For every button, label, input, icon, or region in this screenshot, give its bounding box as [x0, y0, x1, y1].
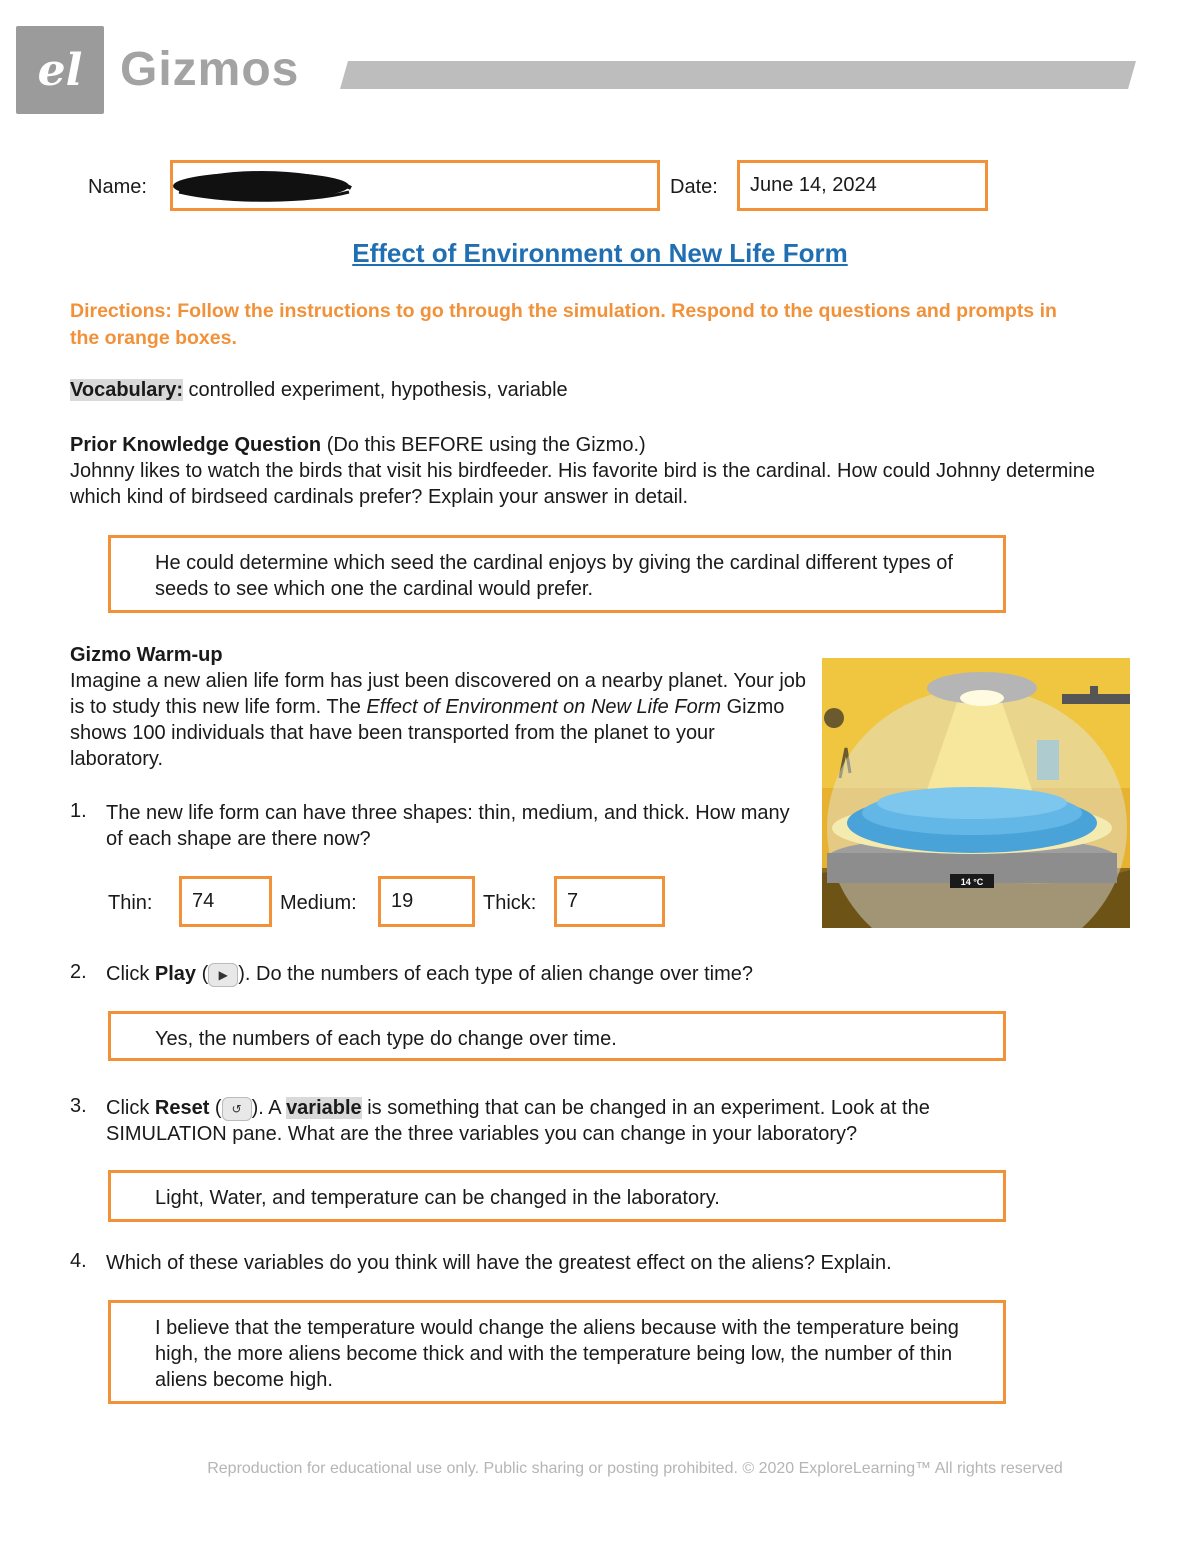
- warmup-intro-part2: Gizmo shows 100 individuals that have been transported from the planet to your laboratory.: [70, 696, 785, 770]
- q4-answer: I believe that the temperature would change the aliens because with the temperature being high, the more aliens become thick and with the temperature being low, the number of thin aliens become high.: [155, 1317, 959, 1391]
- medium-label: Medium:: [280, 892, 357, 914]
- q3-mid: (: [209, 1097, 222, 1119]
- date-field[interactable]: [737, 160, 988, 211]
- temperature-display: 14 °C: [960, 877, 984, 887]
- gizmo-simulation-image: [822, 658, 1130, 928]
- date-value: June 14, 2024: [750, 174, 877, 196]
- warmup-section: [70, 642, 810, 772]
- thin-value: 74: [192, 890, 215, 912]
- q4-text: Which of these variables do you think will have the greatest effect on the aliens? Explain.: [106, 1252, 892, 1274]
- q3-reset-word: Reset: [154, 1097, 210, 1119]
- vocabulary-terms: controlled experiment, hypothesis, variable: [183, 379, 568, 401]
- thick-input[interactable]: [554, 876, 665, 927]
- q2-answer-box[interactable]: [108, 1011, 1006, 1061]
- play-icon[interactable]: ▶: [208, 963, 238, 987]
- gizmo-name: Effect of Environment on New Life Form: [366, 696, 722, 718]
- vocabulary: [70, 377, 568, 403]
- prior-knowledge-section: [70, 432, 1110, 510]
- thin-label: Thin:: [108, 892, 153, 914]
- reset-icon[interactable]: ↺: [222, 1097, 252, 1121]
- q2-pre: Click: [106, 963, 155, 985]
- prior-knowledge-question: Johnny likes to watch the birds that visit his birdfeeder. His favorite bird is the cardinal. How could Johnny determine which kind of birdseed cardinals prefer? Explain your answer in detail.: [70, 460, 1095, 508]
- q3-answer: Light, Water, and temperature can be changed in the laboratory.: [155, 1187, 720, 1209]
- q2-number: 2.: [70, 961, 87, 983]
- q2-text: [106, 961, 1006, 987]
- q3-number: 3.: [70, 1095, 87, 1117]
- thick-value: 7: [567, 890, 579, 912]
- q2-play-word: Play: [154, 963, 197, 985]
- footer-copyright: Reproduction for educational use only. Public sharing or posting prohibited. © 2020 ExploreLearning™ All rights reserved: [207, 1460, 1063, 1477]
- header-bar: [340, 61, 1136, 89]
- page-title[interactable]: Effect of Environment on New Life Form: [352, 238, 848, 268]
- prior-knowledge-answer: He could determine which seed the cardinal enjoys by giving the cardinal different types of seeds to see which one the cardinal would prefer.: [155, 552, 953, 600]
- q4-answer-box[interactable]: [108, 1300, 1006, 1404]
- q2-post: ). Do the numbers of each type of alien change over time?: [238, 963, 754, 985]
- prior-knowledge-note: (Do this BEFORE using the Gizmo.): [321, 434, 646, 456]
- directions: Directions: Follow the instructions to go through the simulation. Respond to the questions and prompts in the orange boxes.: [70, 300, 1057, 349]
- warmup-heading: Gizmo Warm-up: [70, 644, 223, 666]
- q3-answer-box[interactable]: [108, 1170, 1006, 1222]
- q2-mid: (: [196, 963, 209, 985]
- q1-number: 1.: [70, 800, 87, 822]
- warmup-intro-part1: Imagine a new alien life form has just been discovered on a nearby planet. Your job is to study this new life form. The: [70, 670, 807, 718]
- q3-variable-term: variable: [286, 1097, 362, 1119]
- q3-pre: Click: [106, 1097, 155, 1119]
- medium-input[interactable]: [378, 876, 475, 927]
- q4-number: 4.: [70, 1250, 87, 1272]
- q2-answer: Yes, the numbers of each type do change over time.: [155, 1028, 617, 1050]
- medium-value: 19: [391, 890, 414, 912]
- thin-input[interactable]: [179, 876, 272, 927]
- warmup-intro: [70, 668, 810, 772]
- thick-label: Thick:: [483, 892, 537, 914]
- date-label: Date:: [670, 176, 718, 198]
- q3-text: [106, 1095, 1006, 1147]
- vocabulary-label: Vocabulary:: [70, 379, 183, 401]
- prior-knowledge-heading: Prior Knowledge Question: [70, 434, 322, 456]
- name-field[interactable]: [170, 160, 660, 211]
- q3-post-b: is something that can be changed in an experiment. Look at the SIMULATION pane. What are the three variables you can change in your laboratory?: [106, 1097, 930, 1145]
- q1-text: The new life form can have three shapes: thin, medium, and thick. How many of each shape are there now?: [106, 802, 790, 850]
- prior-knowledge-answer-box[interactable]: [108, 535, 1006, 613]
- explorelearning-logo-icon: el: [37, 44, 83, 96]
- redaction-scribble-icon: [171, 166, 356, 206]
- name-label: Name:: [88, 176, 147, 198]
- q3-post-a: ). A: [251, 1097, 287, 1119]
- brand-title: Gizmos: [120, 43, 300, 96]
